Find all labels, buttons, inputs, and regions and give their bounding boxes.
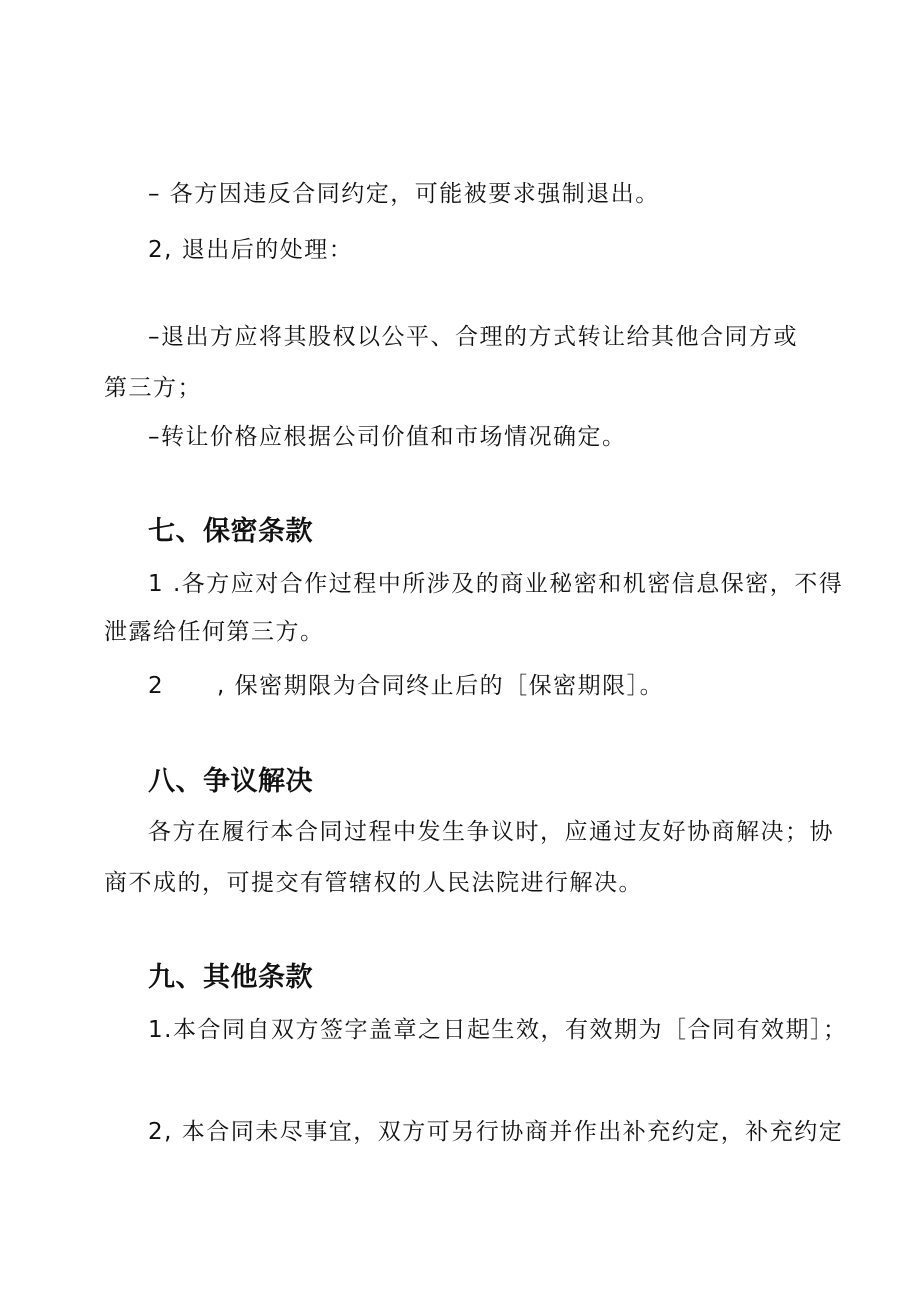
s7-item1-line1: 1 .各方应对合作过程中所涉及的商业秘密和机密信息保密，不得 (148, 571, 844, 597)
section-8-heading: 八、争议解决 (148, 766, 313, 797)
exit-transfer-line1: –退出方应将其股权以公平、合理的方式转让给其他合同方或 (148, 324, 798, 350)
s9-item1-text: 1.本合同自双方签字盖章之日起生效，有效期为［合同有效期］； (148, 1017, 848, 1043)
exit-forced-text: – 各方因违反合同约定，可能被要求强制退出。 (148, 181, 660, 207)
exit-handling-title: 2, 退出后的处理： (148, 237, 354, 263)
s7-item2-text: 2 , 保密期限为合同终止后的［保密期限］。 (148, 673, 665, 699)
exit-price-text: –转让价格应根据公司价值和市场情况确定。 (148, 424, 627, 450)
s8-para-line2: 商不成的，可提交有管辖权的人民法院进行解决。 (104, 870, 643, 896)
exit-transfer-line2: 第三方； (104, 375, 202, 401)
s7-item1-line2: 泄露给任何第三方。 (104, 619, 325, 645)
s8-para-line1: 各方在履行本合同过程中发生争议时，应通过友好协商解决；协 (148, 819, 834, 845)
section-9-heading: 九、其他条款 (148, 962, 313, 993)
section-7-heading: 七、保密条款 (148, 516, 313, 547)
s9-item2-text: 2, 本合同未尽事宜，双方可另行协商并作出补充约定，补充约定 (148, 1119, 844, 1145)
